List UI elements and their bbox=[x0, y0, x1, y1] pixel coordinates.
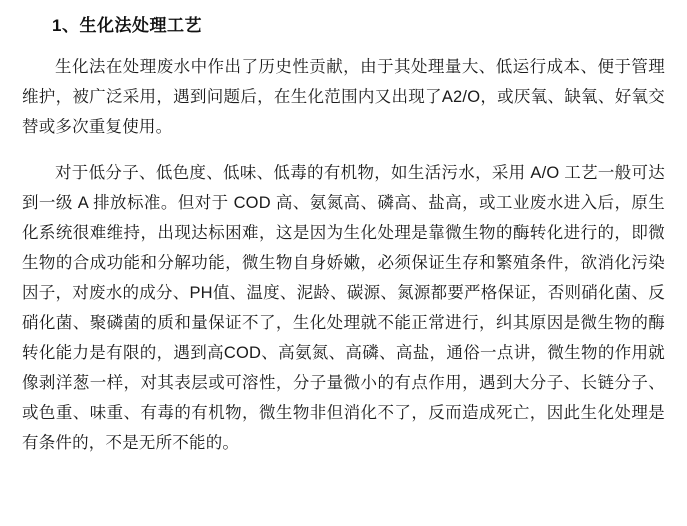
paragraph-2: 对于低分子、低色度、低味、低毒的有机物，如生活污水，采用 A/O 工艺一般可达到一级 A 排放标准。但对于 COD 高、氨氮高、磷高、盐高，或工业废水进入后，原生化系统很难维持，出现达标困难，这是因为生化处理是靠微生物的酶转化进行的，即微生物的合成功能和分解功能，微生物自身娇嫩，必须保证生存和繁殖条件，欲消化污染因子，对废水的成分、PH值、温度、泥龄、碳源、氮源都要严格保证，否则硝化菌、反硝化菌、聚磷菌的质和量保证不了，生化处理就不能正常进行，纠其原因是微生物的酶转化能力是有限的，遇到高COD、高氨氮、高磷、高盐，通俗一点讲，微生物的作用就像剥洋葱一样，对其表层或可溶性，分子量微小的有点作用，遇到大分子、长链分子、或色重、味重、有毒的有机物，微生物非但消化不了，反而造成死亡，因此生化处理是有条件的，不是无所不能的。 bbox=[22, 163, 665, 452]
paragraph-1: 生化法在处理废水中作出了历史性贡献，由于其处理量大、低运行成本、便于管理维护，被广泛采用，遇到问题后，在生化范围内又出现了A2/O，或厌氧、缺氧、好氧交替或多次重复使用。 bbox=[22, 57, 665, 136]
page-title: 1、生化法处理工艺 bbox=[52, 16, 202, 35]
